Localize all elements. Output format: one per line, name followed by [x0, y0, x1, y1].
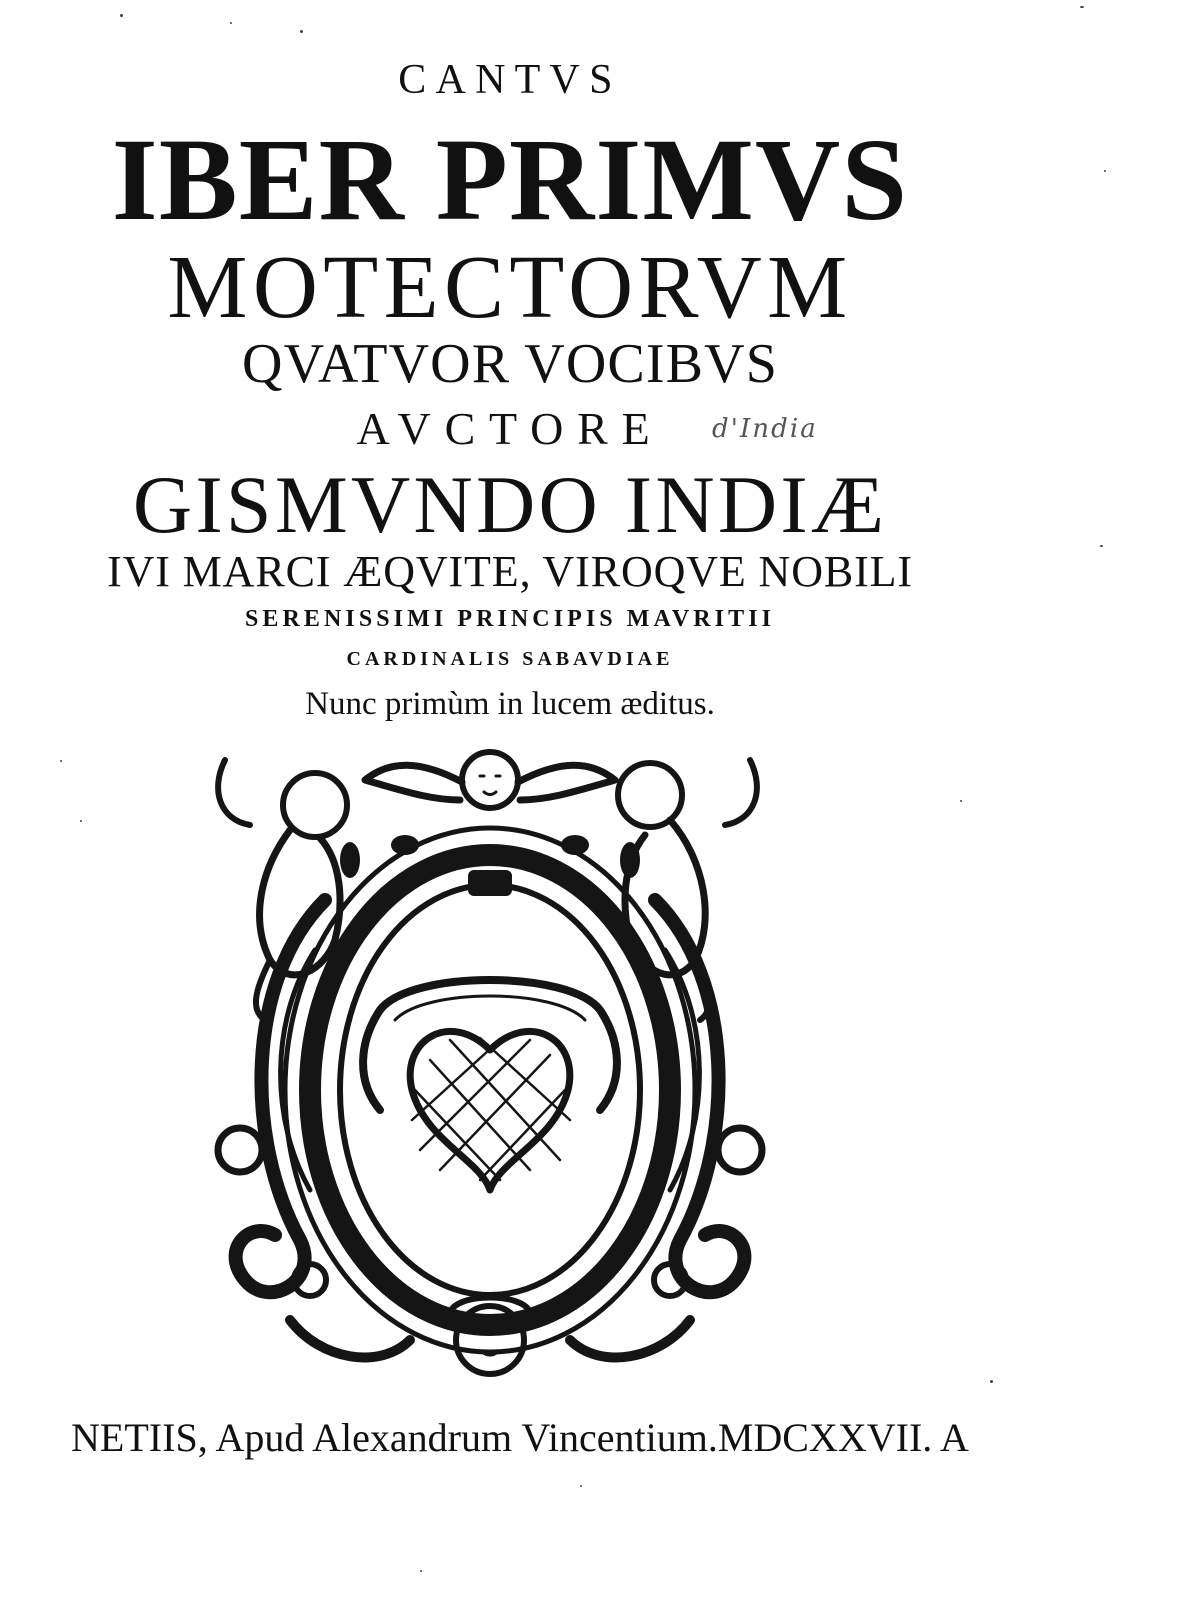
- voice-label: CANTVS: [398, 57, 622, 103]
- patron-line: SERENISSIMI PRINCIPIS MAVRITII: [244, 606, 776, 632]
- edition-note: Nunc primùm in lucem æditus.: [305, 686, 715, 722]
- order-line: IVI MARCI ÆQVITE, VIROQVE NOBILI: [107, 547, 913, 596]
- patron-title-line: CARDINALIS SABAVDIAE: [346, 648, 674, 670]
- auctore-line: AVCTORE: [356, 403, 664, 454]
- printers-device-woodcut: [150, 720, 830, 1400]
- author-line: GISMVNDO INDIÆ: [132, 459, 888, 550]
- imprint-line: NETIIS, Apud Alexandrum Vincentium.MDCXXVII. A: [71, 1415, 969, 1460]
- handwritten-margin-note: d'India: [712, 414, 818, 444]
- genre-line: MOTECTORVM: [167, 238, 853, 337]
- book-title: IBER PRIMVS: [111, 114, 909, 245]
- voices-line: QVATVOR VOCIBVS: [242, 333, 778, 395]
